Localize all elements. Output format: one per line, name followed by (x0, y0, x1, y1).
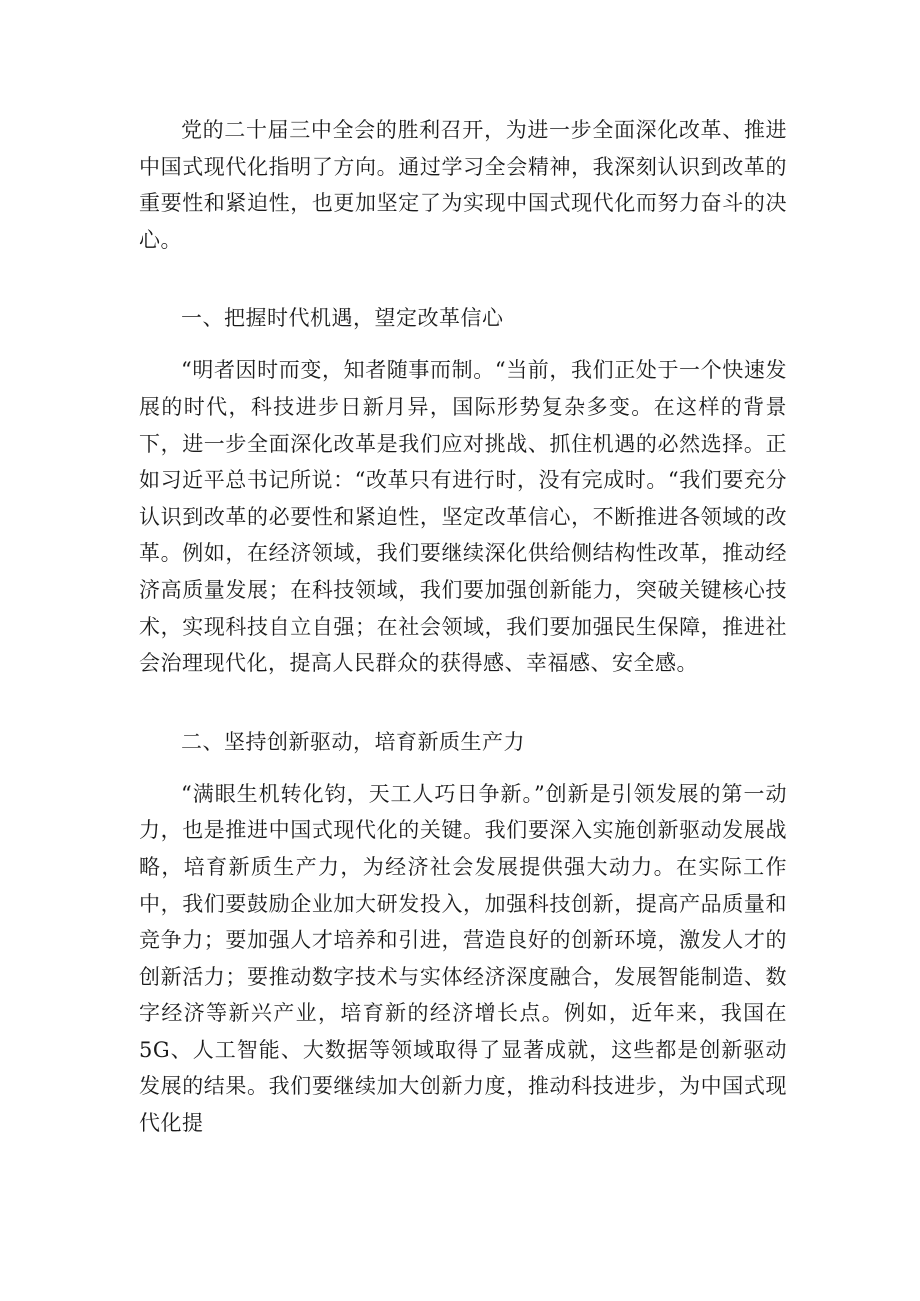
document-body (139, 112, 787, 1142)
section-2-paragraph: “满眼生机转化钧，天工人巧日争新。”创新是引领发展的第一动力，也是推进中国式现代化的关键。我们要深入实施创新驱动发展战略，培育新质生产力，为经济社会发展提供强大动力。在实际工作中，我们要鼓励企业加大研发投入，加强科技创新，提高产品质量和竞争力；要加强人才培养和引进，营造良好的创新环境，激发人才的创新活力；要推动数字技术与实体经济深度融合，发展智能制造、数字经济等新兴产业，培育新的经济增长点。例如，近年来，我国在5G、人工智能、大数据等领域取得了显著成就，这些都是创新驱动发展的结果。我们要继续加大创新力度，推动科技进步，为中国式现代化提 (139, 781, 787, 1136)
section-heading-1: 一、把握时代机遇，望定改革信心 (181, 306, 504, 331)
section-1-paragraph: “明者因时而变，知者随事而制。“当前，我们正处于一个快速发展的时代，科技进步日新月异，国际形势复杂多变。在这样的背景下，进一步全面深化改革是我们应对挑战、抓住机遇的必然选择。正如习近平总书记所说：“改革只有进行时，没有完成时。“我们要充分认识到改革的必要性和紧迫性，坚定改革信心，不断推进各领域的改革。例如，在经济领域，我们要继续深化供给侧结构性改革，推动经济高质量发展；在科技领域，我们要加强创新能力，突破关键核心技术，实现科技自立自强；在社会领域，我们要加强民生保障，推进社会治理现代化，提高人民群众的获得感、幸福感、安全感。 (139, 358, 787, 676)
section-heading-2: 二、坚持创新驱动，培育新质生产力 (181, 729, 525, 754)
intro-paragraph: 党的二十届三中全会的胜利召开，为进一步全面深化改革、推进中国式现代化指明了方向。通过学习全会精神，我深刻认识到改革的重要性和紧迫性，也更加坚定了为实现中国式现代化而努力奋斗的决心。 (139, 118, 787, 252)
